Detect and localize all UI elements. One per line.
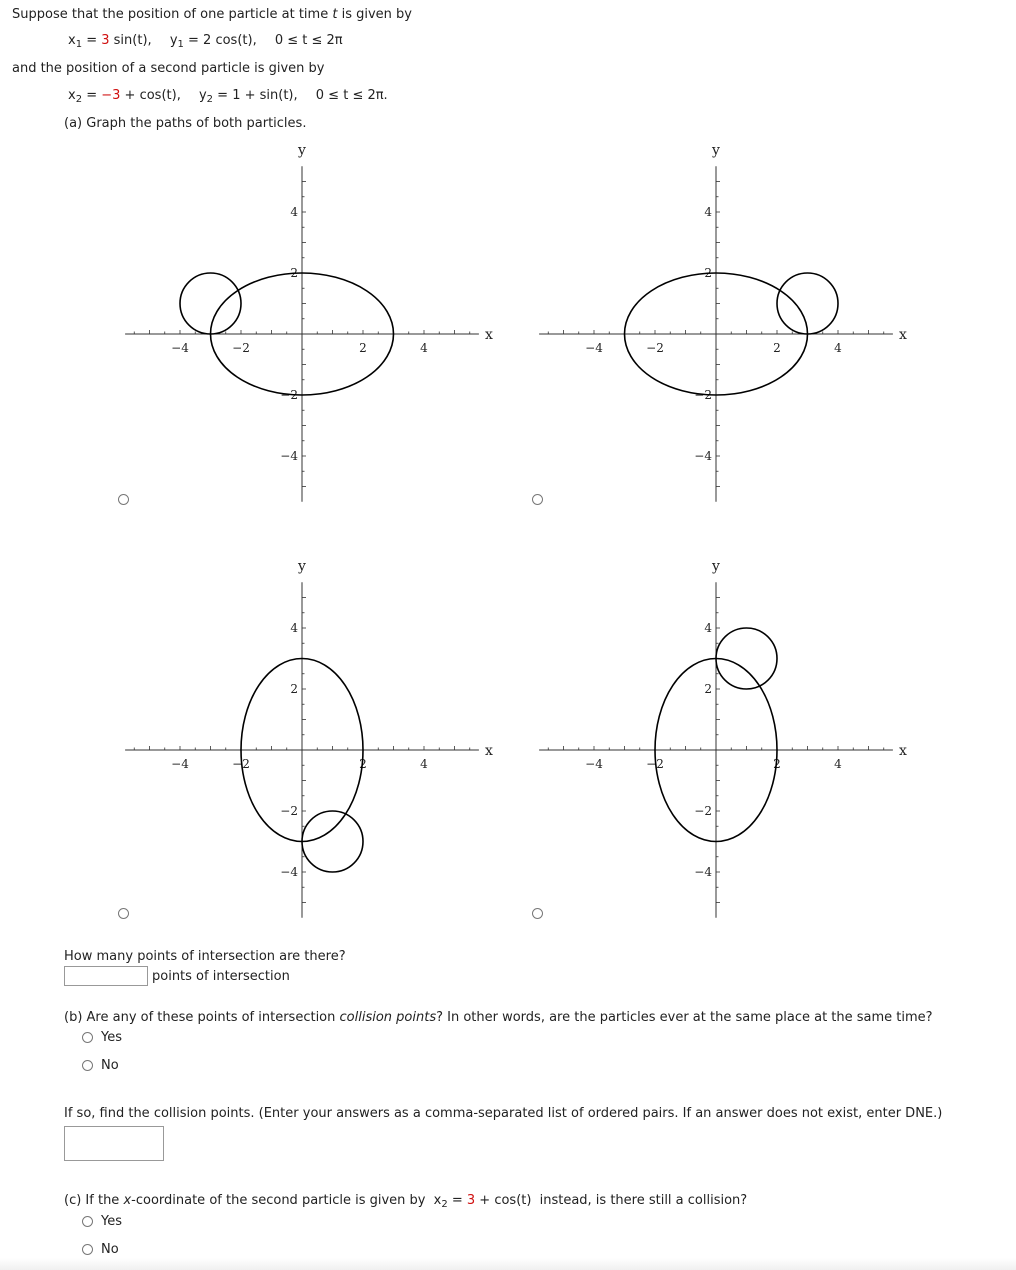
x-tick-label: 4 (420, 757, 428, 771)
intersections-input[interactable] (64, 966, 148, 986)
x-tick-label: −2 (646, 757, 664, 771)
y-tick-label: 4 (704, 205, 712, 219)
y-tick-label: −2 (694, 804, 712, 818)
y-tick-label: 4 (290, 205, 298, 219)
graph-option-2-radio[interactable] (532, 494, 543, 505)
x-tick-label: 2 (359, 757, 367, 771)
y-tick-label: 4 (704, 621, 712, 635)
part-b-yes-radio[interactable] (82, 1032, 93, 1043)
x-axis-label: x (898, 743, 907, 759)
x-tick-label: −4 (585, 341, 603, 355)
y-axis-label: y (712, 558, 720, 575)
part-b-no-label[interactable]: No (101, 1058, 119, 1073)
y-tick-label: −2 (280, 388, 298, 402)
equation-particle-2: $x_2 = -3 + \cos(t)$, $y_2 = 1 + \sin(t)$, 0 ≤ t ≤ 2π. (68, 88, 388, 105)
y-tick-label: −4 (280, 865, 298, 879)
part-c-yes-label[interactable]: Yes (101, 1214, 122, 1229)
x-tick-label: 2 (773, 757, 781, 771)
y-tick-label: −2 (280, 804, 298, 818)
x-axis-label: x (484, 327, 493, 343)
graph-option-1 (125, 138, 493, 508)
x-axis-label: x (898, 327, 907, 343)
circle-path (180, 273, 241, 334)
graph-option-3 (125, 554, 493, 924)
y-tick-label: 2 (704, 682, 712, 696)
page-bottom-edge (0, 1258, 1016, 1270)
part-a-prompt: (a) Graph the paths of both particles. (64, 116, 307, 131)
circle-path (716, 628, 777, 689)
x-tick-label: −2 (646, 341, 664, 355)
y-tick-label: −2 (694, 388, 712, 402)
x-tick-label: −4 (585, 757, 603, 771)
x-tick-label: 2 (359, 341, 367, 355)
y-tick-label: 2 (704, 266, 712, 280)
circle-path (302, 811, 363, 872)
x-tick-label: −2 (232, 341, 250, 355)
part-c-no-label[interactable]: No (101, 1242, 119, 1257)
x-tick-label: 4 (834, 341, 842, 355)
y-axis-label: y (298, 142, 306, 159)
y-tick-label: 2 (290, 682, 298, 696)
intro-line-1: Suppose that the position of one particle at time t is given by (12, 7, 412, 22)
x-tick-label: 2 (773, 341, 781, 355)
x-tick-label: −4 (171, 341, 189, 355)
intersections-question: How many points of intersection are there? (64, 949, 346, 964)
graph-option-1-radio[interactable] (118, 494, 129, 505)
part-c-yes-radio[interactable] (82, 1216, 93, 1227)
y-tick-label: −4 (694, 865, 712, 879)
collision-points-input[interactable] (64, 1126, 164, 1161)
intersections-suffix: points of intersection (152, 969, 290, 984)
x-axis-label: x (484, 743, 493, 759)
graph-option-4-radio[interactable] (532, 908, 543, 919)
graph-option-2 (539, 138, 907, 508)
x-tick-label: 4 (420, 341, 428, 355)
y-tick-label: −4 (694, 449, 712, 463)
part-b-yes-label[interactable]: Yes (101, 1030, 122, 1045)
y-tick-label: 4 (290, 621, 298, 635)
x-tick-label: −4 (171, 757, 189, 771)
y-tick-label: −4 (280, 449, 298, 463)
circle-path (777, 273, 838, 334)
part-b-no-radio[interactable] (82, 1060, 93, 1071)
part-c-no-radio[interactable] (82, 1244, 93, 1255)
collision-prompt: If so, find the collision points. (Enter your answers as a comma-separated list of ordered pairs. If an answer does not exist, enter DNE.) (64, 1106, 943, 1121)
y-axis-label: y (298, 558, 306, 575)
intro-line-2: and the position of a second particle is given by (12, 61, 325, 76)
part-c-prompt: (c) If the x-coordinate of the second particle is given by $x_2 = 3 + \cos(t)$ instead, is there still a collision? (64, 1193, 748, 1210)
x-tick-label: −2 (232, 757, 250, 771)
graph-option-4 (539, 554, 907, 924)
part-b-prompt: (b) Are any of these points of intersection collision points? In other words, are the particles ever at the same place at the same time? (64, 1010, 933, 1025)
x-tick-label: 4 (834, 757, 842, 771)
y-tick-label: 2 (290, 266, 298, 280)
equation-particle-1: $x_1 = 3$ sin(t), $y_1 = 2$ cos(t), 0 ≤ t ≤ 2π (68, 33, 343, 50)
y-axis-label: y (712, 142, 720, 159)
graph-option-3-radio[interactable] (118, 908, 129, 919)
